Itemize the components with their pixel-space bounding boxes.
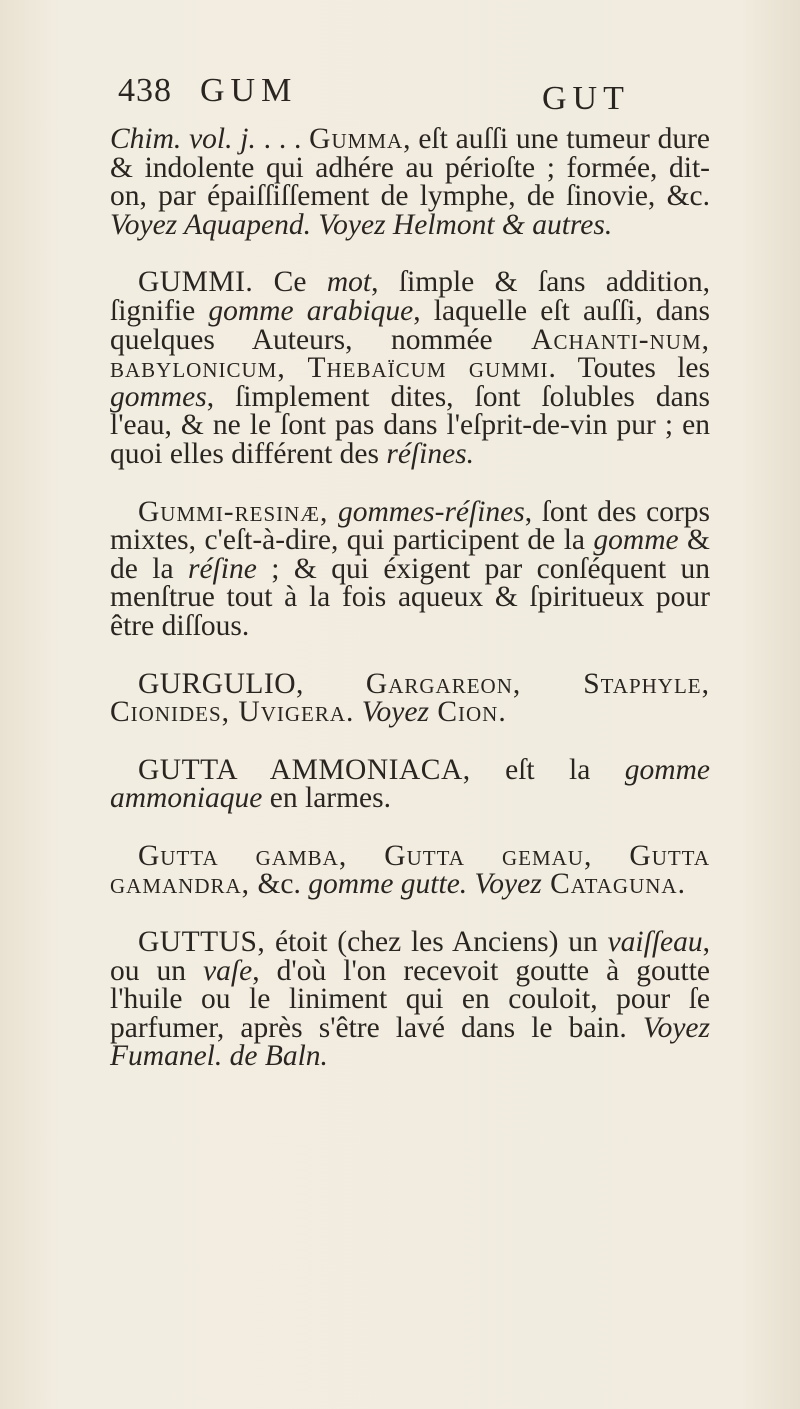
entry-reference: Chim. vol. j.	[110, 123, 256, 155]
entry-emphasis: gomme ammoniaque	[110, 753, 710, 815]
see-also-reference: Aquapend. Voyez Helmont & autres.	[177, 208, 613, 241]
entry-emphasis: gomme	[593, 524, 679, 557]
entry-gumma	[110, 125, 710, 239]
see-also-reference: Cion.	[428, 696, 507, 729]
entry-headword: GURGULIO,	[138, 667, 304, 700]
entry-gurgulio	[110, 667, 710, 729]
entry-emphasis: gommes-réſines	[328, 495, 525, 528]
text-column	[110, 125, 710, 1071]
see-also-reference: Cataguna.	[541, 868, 686, 901]
entry-emphasis: gomme gutte.	[308, 868, 468, 901]
entry-headword: GUTTUS,	[138, 926, 266, 959]
entry-gutta-gamba	[110, 839, 710, 901]
entry-text: , ſimple & ſans addition, ſignifie	[110, 266, 710, 327]
see-also-label: Voyez	[642, 1011, 710, 1044]
entry-text: , eſt auſſi une tumeur dure & indolente qui adhére au périoſte ; formée, dit-on, par épaiſſiſſement de lymphe, de ſinovie, &c.	[110, 123, 710, 213]
entry-guttus	[110, 928, 710, 1071]
running-head-right: GUT	[542, 80, 630, 117]
ellipsis: . . .	[255, 123, 310, 155]
entry-text: , ou un	[110, 926, 710, 987]
entry-text: en larmes.	[262, 782, 392, 815]
entry-text: Toutes les	[556, 352, 710, 385]
entry-text: ; & qui éxigent par conſéquent un menſtrue tout à la fois aqueux & ſpiritueux pour être diſſous.	[110, 552, 710, 642]
entry-text: & de la	[110, 524, 710, 585]
entry-text: , ſont des corps mixtes, c'eſt-à-dire, qui participent de la	[110, 495, 710, 557]
page-number: 438	[118, 72, 172, 109]
entry-small-caps: Gargareon, Staphyle, Cionides, Uvigera.	[110, 667, 710, 729]
entry-headword: GUMMI.	[138, 266, 254, 299]
see-also-label: Voyez	[110, 208, 178, 241]
entry-text: , d'où l'on recevoit goutte à goutte l'huile ou le liniment qui en couloit, pour ſe parfumer, après s'être lavé dans le bain.	[110, 954, 711, 1044]
entry-text: , ſimplement dites, ſont ſolubles dans l'eau, & ne le ſont pas dans l'eſprit-de-vin pur ; en quoi elles différent des	[110, 380, 710, 470]
entry-text: étoit (chez les Anciens) un	[265, 926, 608, 959]
running-head-left: GUM	[200, 72, 298, 109]
entry-emphasis: vaſe	[203, 954, 253, 987]
entry-headword: GUTTA AMMONIACA,	[138, 753, 471, 786]
entry-emphasis: gomme arabique	[208, 294, 414, 327]
entry-gutta-ammoniaca	[110, 753, 710, 815]
see-also-reference: Fumanel. de Baln.	[110, 1040, 328, 1073]
entry-small-caps: Achanti-num, babylonicum, Thebaïcum gummi.	[110, 323, 710, 385]
entry-gummi	[110, 268, 710, 468]
entry-text: eſt la	[470, 753, 625, 786]
entry-emphasis: réſines.	[386, 437, 475, 470]
entry-headword: Gummi-resinæ,	[138, 495, 329, 528]
entry-gummi-resinae	[110, 495, 710, 642]
see-also-label: Voyez	[467, 868, 542, 901]
entry-emphasis: réſine	[187, 552, 257, 585]
entry-text: &c.	[250, 868, 309, 901]
entry-emphasis: vaiſſeau	[607, 926, 703, 959]
see-also-label: Voyez	[354, 696, 429, 729]
entry-text: Ce	[253, 266, 327, 299]
page-header	[118, 72, 658, 120]
entry-emphasis: gommes	[110, 380, 207, 413]
entry-emphasis: mot	[326, 266, 372, 299]
entry-headword: Gumma	[309, 123, 404, 155]
entry-text: , laquelle eſt auſſi, dans quelques Auteurs, nommée	[110, 294, 710, 356]
entry-headword: Gutta gamba, Gutta gemau, Gutta gamandra,	[110, 839, 710, 901]
